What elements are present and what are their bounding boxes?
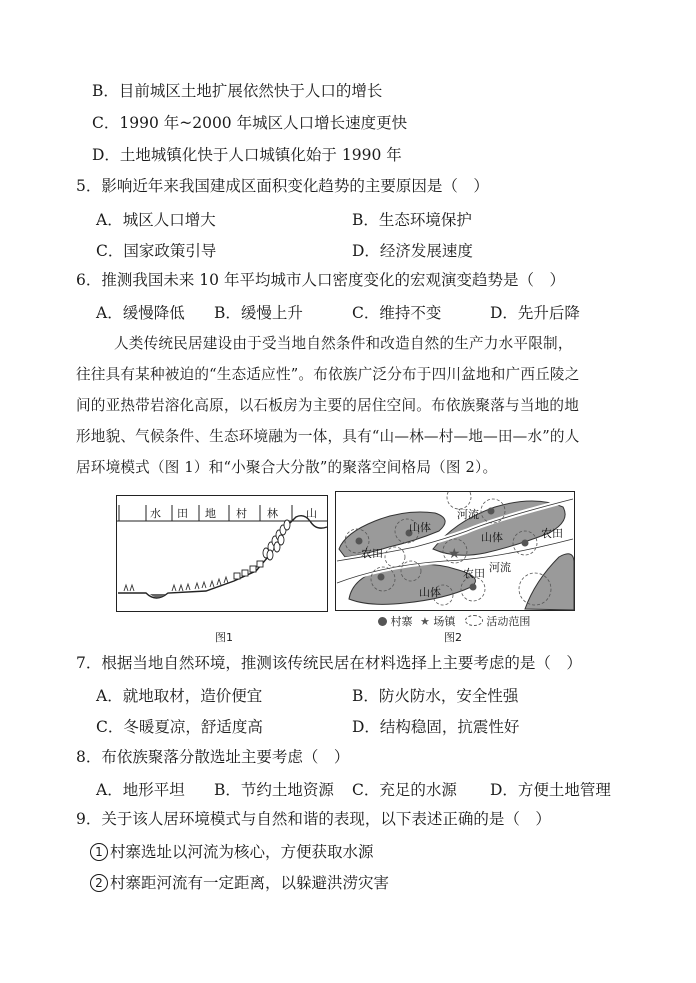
activity-range-icon [465,615,483,626]
figure-1-diagram [116,495,328,612]
figure-1-caption: 图1 [215,631,233,644]
fig1-label-mountain: 山 [306,507,317,520]
q6-option-d: D．先升后降 [490,304,580,322]
fig1-label-water: 水 [150,507,161,520]
q9-statement-1 [90,840,374,862]
q5-option-c: C．国家政策引导 [96,242,217,260]
fig2-legend [378,613,530,629]
fig1-label-field: 田 [177,507,188,520]
q4-option-c: C．1990 年~2000 年城区人口增长速度更快 [92,114,408,132]
fig2-label-river-top: 河流 [457,508,479,521]
figure-2-caption: 图2 [444,631,462,644]
q7-option-d: D．结构稳固，抗震性好 [352,718,520,736]
q6-stem: 6．推测我国未来 10 年平均城市人口密度变化的宏观演变趋势是（ ） [76,271,565,289]
material-line-1: 人类传统民居建设由于受当地自然条件和改造自然的生产力水平限制， [114,335,573,352]
q4-option-d: D．土地城镇化快于人口城镇化始于 1990 年 [92,146,402,164]
fig2-label-mountain-mid: 山体 [481,531,503,544]
q9-stem: 9．关于该人居环境模式与自然和谐的表现，以下表述正确的是（ ） [76,810,551,828]
fig1-label-village: 村 [236,507,247,520]
q7-option-c: C．冬暖夏凉，舒适度高 [96,718,263,736]
fig2-label-field-left: 农田 [361,547,383,560]
fig2-label-field-center: 农田 [463,567,485,580]
q5-option-d: D．经济发展速度 [352,242,473,260]
q9-statement-2-text: 村寨距河流有一定距离，以躲避洪涝灾害 [110,874,390,892]
q9-statement-2 [90,871,389,893]
q8-option-d: D．方便土地管理 [490,781,611,799]
q8-option-b: B．节约土地资源 [214,781,334,799]
q7-option-a: A．就地取材，造价便宜 [96,687,263,705]
fig2-label-field-right: 农田 [541,527,563,540]
statement-number-2: 2 [90,874,108,892]
q5-option-b: B．生态环境保护 [352,211,472,229]
figure-1 [116,495,328,612]
fig2-label-mountain-top: 山体 [409,521,431,534]
fig2-label-mountain-bottom: 山体 [419,586,441,599]
town-star-icon: ★ [420,615,430,628]
q8-option-a: A．地形平坦 [96,781,185,799]
q5-stem: 5．影响近年来我国建成区面积变化趋势的主要原因是（ ） [76,177,489,195]
q6-option-a: A．缓慢降低 [96,304,185,322]
q6-option-b: B．缓慢上升 [214,304,303,322]
legend-town-label: 场镇 [433,615,456,628]
q7-option-b: B．防火防水，安全性强 [352,687,519,705]
q6-option-c: C．维持不变 [352,304,442,322]
figure-2-map [335,491,575,611]
fig1-label-land: 地 [205,507,216,520]
fig2-town-star: ★ [448,546,461,562]
q8-stem: 8．布依族聚落分散选址主要考虑（ ） [76,748,350,766]
q5-option-a: A．城区人口增大 [96,211,216,229]
q9-statement-1-text: 村寨选址以河流为核心，方便获取水源 [110,843,374,861]
q8-option-c: C．充足的水源 [352,781,457,799]
figure-2 [335,491,575,611]
material-line-3: 间的亚热带岩溶化高原，以石板房为主要的居住空间。布依族聚落与当地的地 [76,397,579,414]
q7-stem: 7．根据当地自然环境，推测该传统民居在材料选择上主要考虑的是（ ） [76,654,582,672]
material-line-4: 形地貌、气候条件、生态环境融为一体，具有“山—林—村—地—田—水”的人 [76,428,580,445]
statement-number-1: 1 [90,843,108,861]
q4-option-b: B．目前城区土地扩展依然快于人口的增长 [92,82,383,100]
fig2-label-river-mid: 河流 [489,561,511,574]
legend-range-label: 活动范围 [486,615,531,628]
fig1-label-forest: 林 [267,507,278,520]
village-dot-icon [378,617,387,626]
material-line-2: 往往具有某种被迫的“生态适应性”。布依族广泛分布于四川盆地和广西丘陵之 [76,366,580,383]
legend-village-label: 村寨 [390,615,413,628]
material-line-5: 居环境模式（图 1）和“小聚合大分散”的聚落空间格局（图 2）。 [76,459,498,476]
